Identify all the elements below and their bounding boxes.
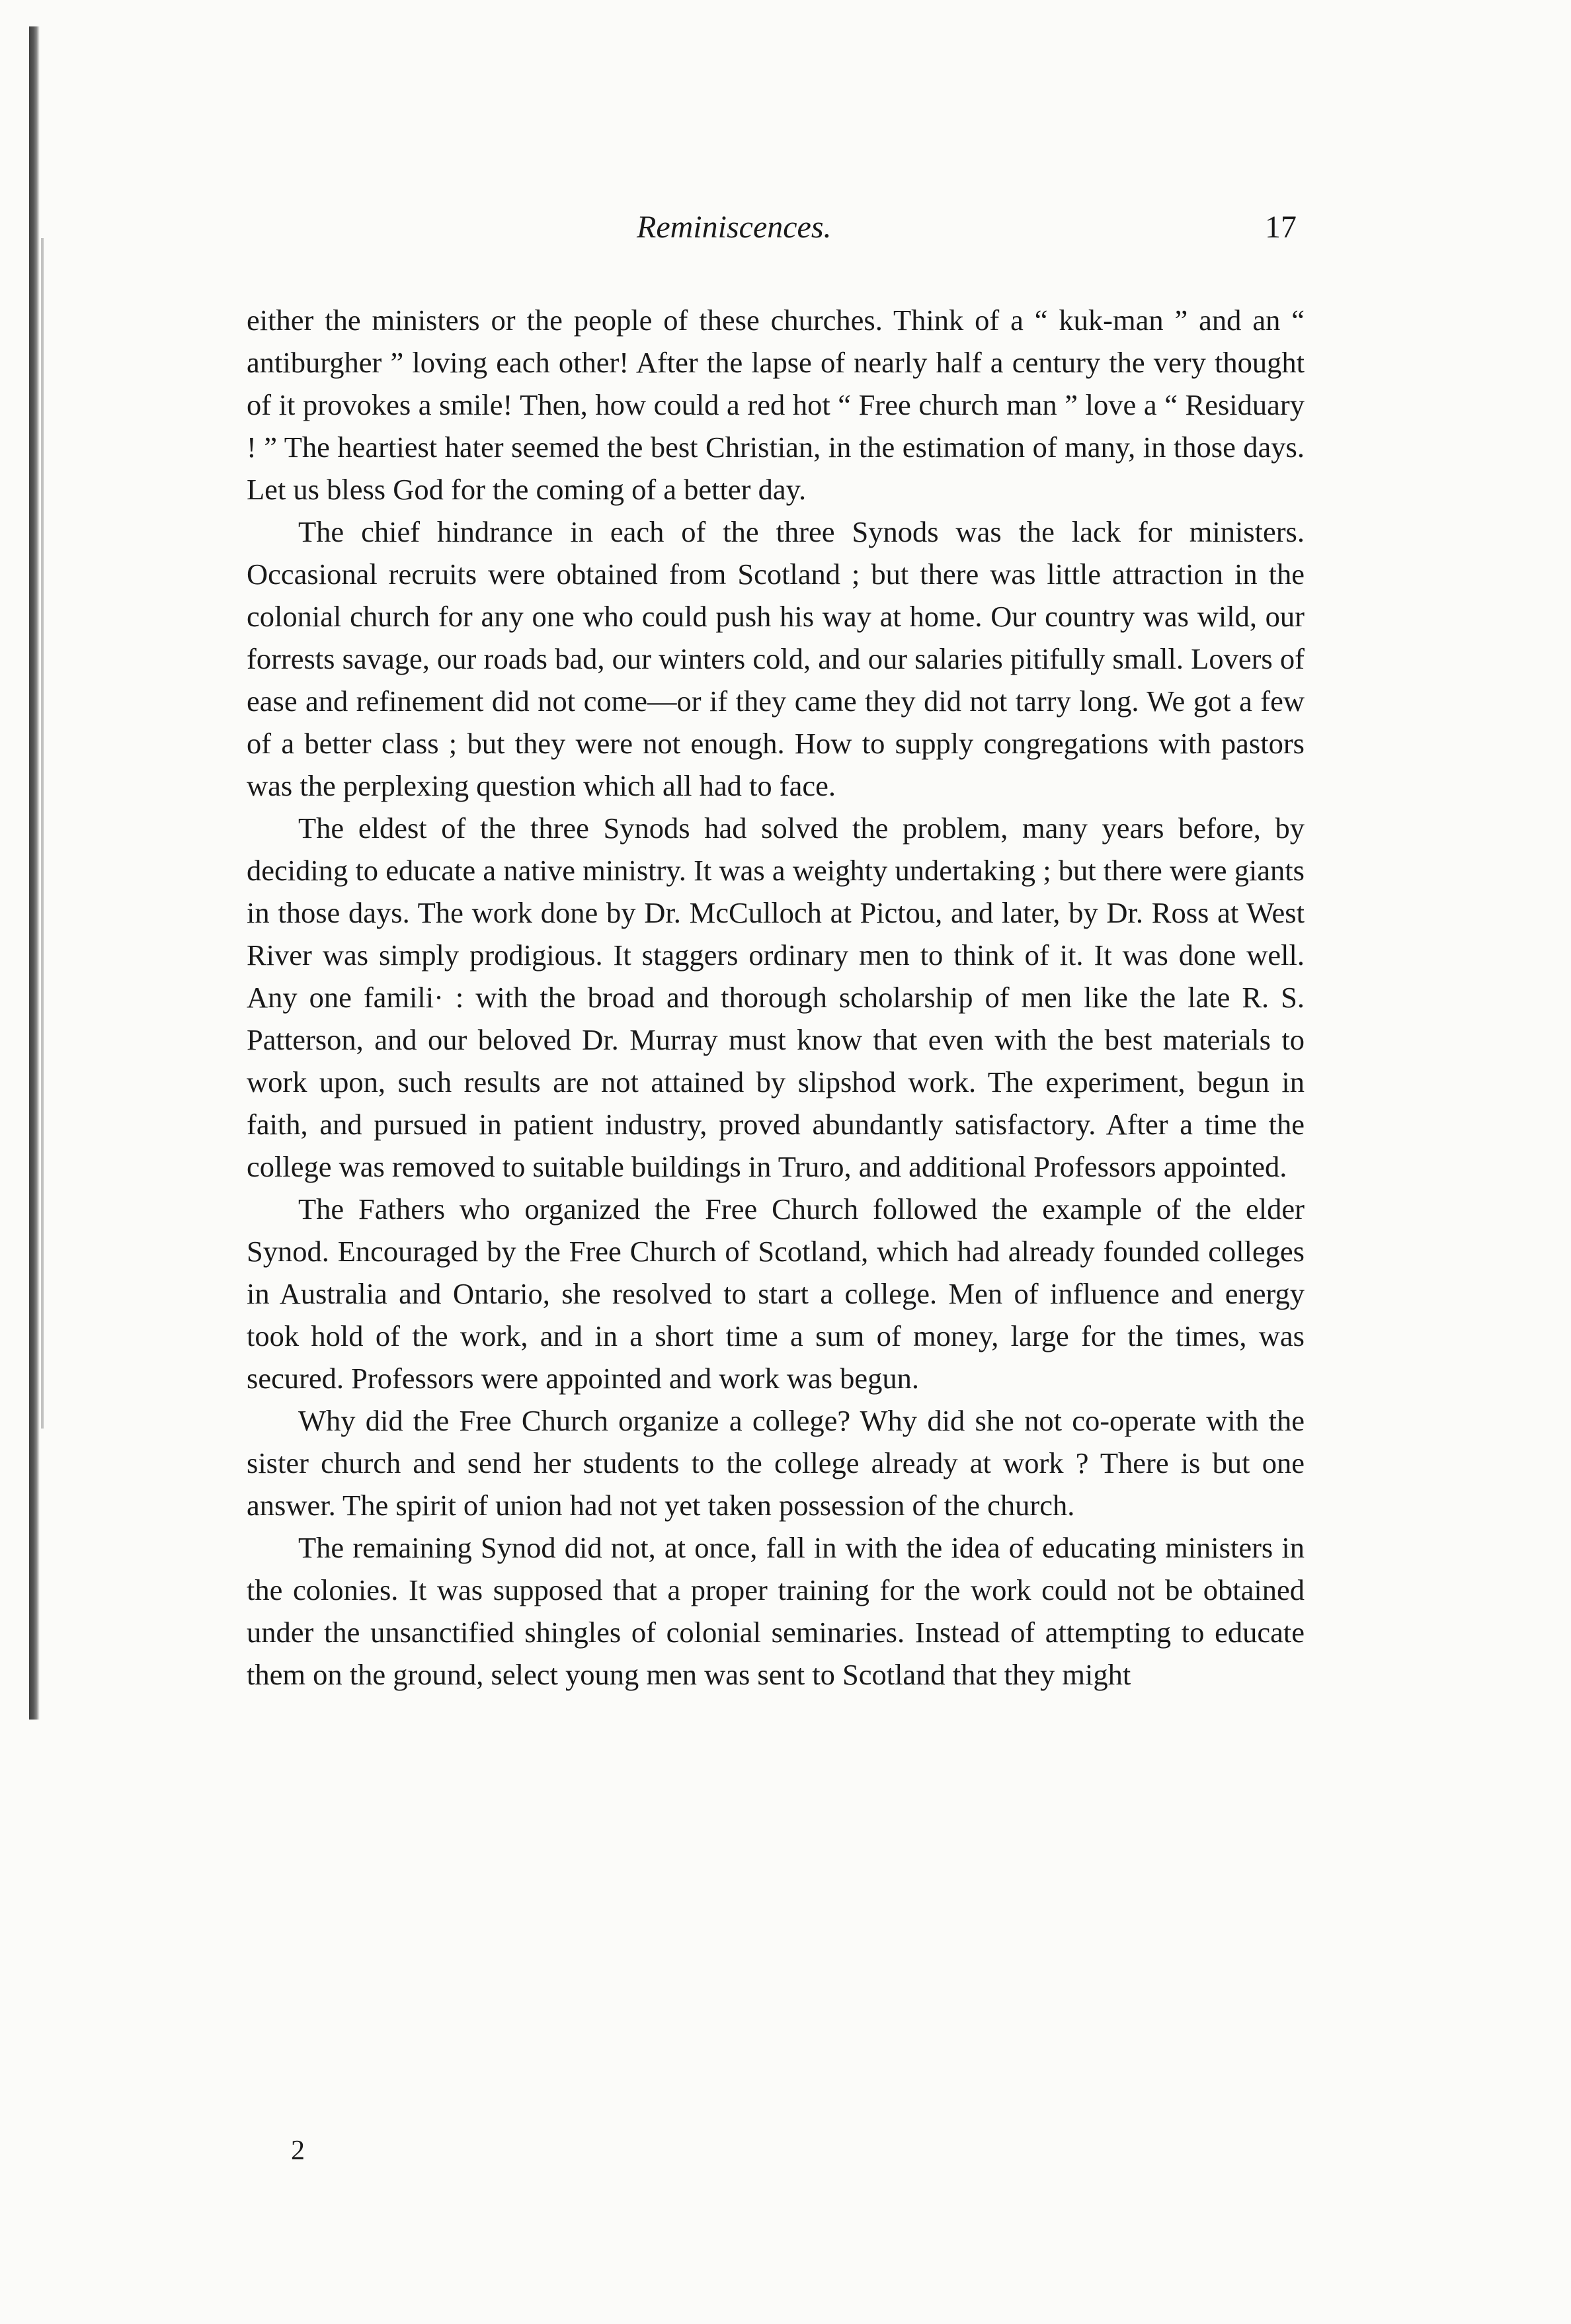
running-title: Reminiscences. — [637, 210, 832, 245]
paragraph-1: either the ministers or the people of these churches. Think of a “ kuk-man ” and an “ antiburgher ” loving each other! After the lapse of nearly half a century the very thought of it provokes a smile! Then, how could a red hot “ Free church man ” love a “ Residuary ! ” The heartiest hater seemed the best Christian, in the estimation of many, in those days. Let us bless God for the coming of a better day. — [247, 304, 1305, 506]
binding-shadow-inner — [41, 238, 44, 1429]
signature-mark: 2 — [291, 2136, 305, 2166]
binding-shadow — [29, 26, 40, 1720]
page-number: 17 — [1265, 210, 1297, 245]
paragraph-2: The chief hindrance in each of the three Synods was the lack for ministers. Occasional recruits were obtained from Scotland ; but there was little attraction in the colonial church for any one who could push his way at home. Our country was wild, our forrests savage, our roads bad, our winters cold, and our salaries pitifully small. Lovers of ease and refinement did not come—or if they came they did not tarry long. We got a few of a better class ; but they were not enough. How to supply congregations with pastors was the perplexing question which all had to face. — [247, 515, 1305, 802]
paragraph-6: The remaining Synod did not, at once, fall in with the idea of educating ministers in the colonies. It was supposed that a proper training for the work could not be obtained under the unsanctified shingles of colonial seminaries. Instead of attempting to educate them on the ground, select young men was sent to Scotland that they might — [247, 1531, 1305, 1691]
running-head — [247, 198, 1305, 258]
body-text — [247, 299, 1305, 1696]
paragraph-5: Why did the Free Church organize a college? Why did she not co-operate with the sister church and send her students to the college already at work ? There is but one answer. The spirit of union had not yet taken possession of the church. — [247, 1404, 1305, 1522]
book-page — [247, 198, 1305, 1696]
paragraph-3: The eldest of the three Synods had solved the problem, many years before, by deciding to educate a native ministry. It was a weighty undertaking ; but there were giants in those days. The work done by Dr. McCulloch at Pictou, and later, by Dr. Ross at West River was simply prodigious. It staggers ordinary men to think of it. It was done well. Any one famili· : with the broad and thorough scholarship of men like the late R. S. Patterson, and our beloved Dr. Murray must know that even with the best materials to work upon, such results are not attained by slipshod work. The experiment, begun in faith, and pursued in patient industry, proved abundantly satisfactory. After a time the college was removed to suitable buildings in Truro, and additional Professors appointed. — [247, 811, 1305, 1183]
paragraph-4: The Fathers who organized the Free Church followed the example of the elder Synod. Encouraged by the Free Church of Scotland, which had already founded colleges in Australia and Ontario, she resolved to start a college. Men of influence and energy took hold of the work, and in a short time a sum of money, large for the times, was secured. Professors were appointed and work was begun. — [247, 1192, 1305, 1395]
